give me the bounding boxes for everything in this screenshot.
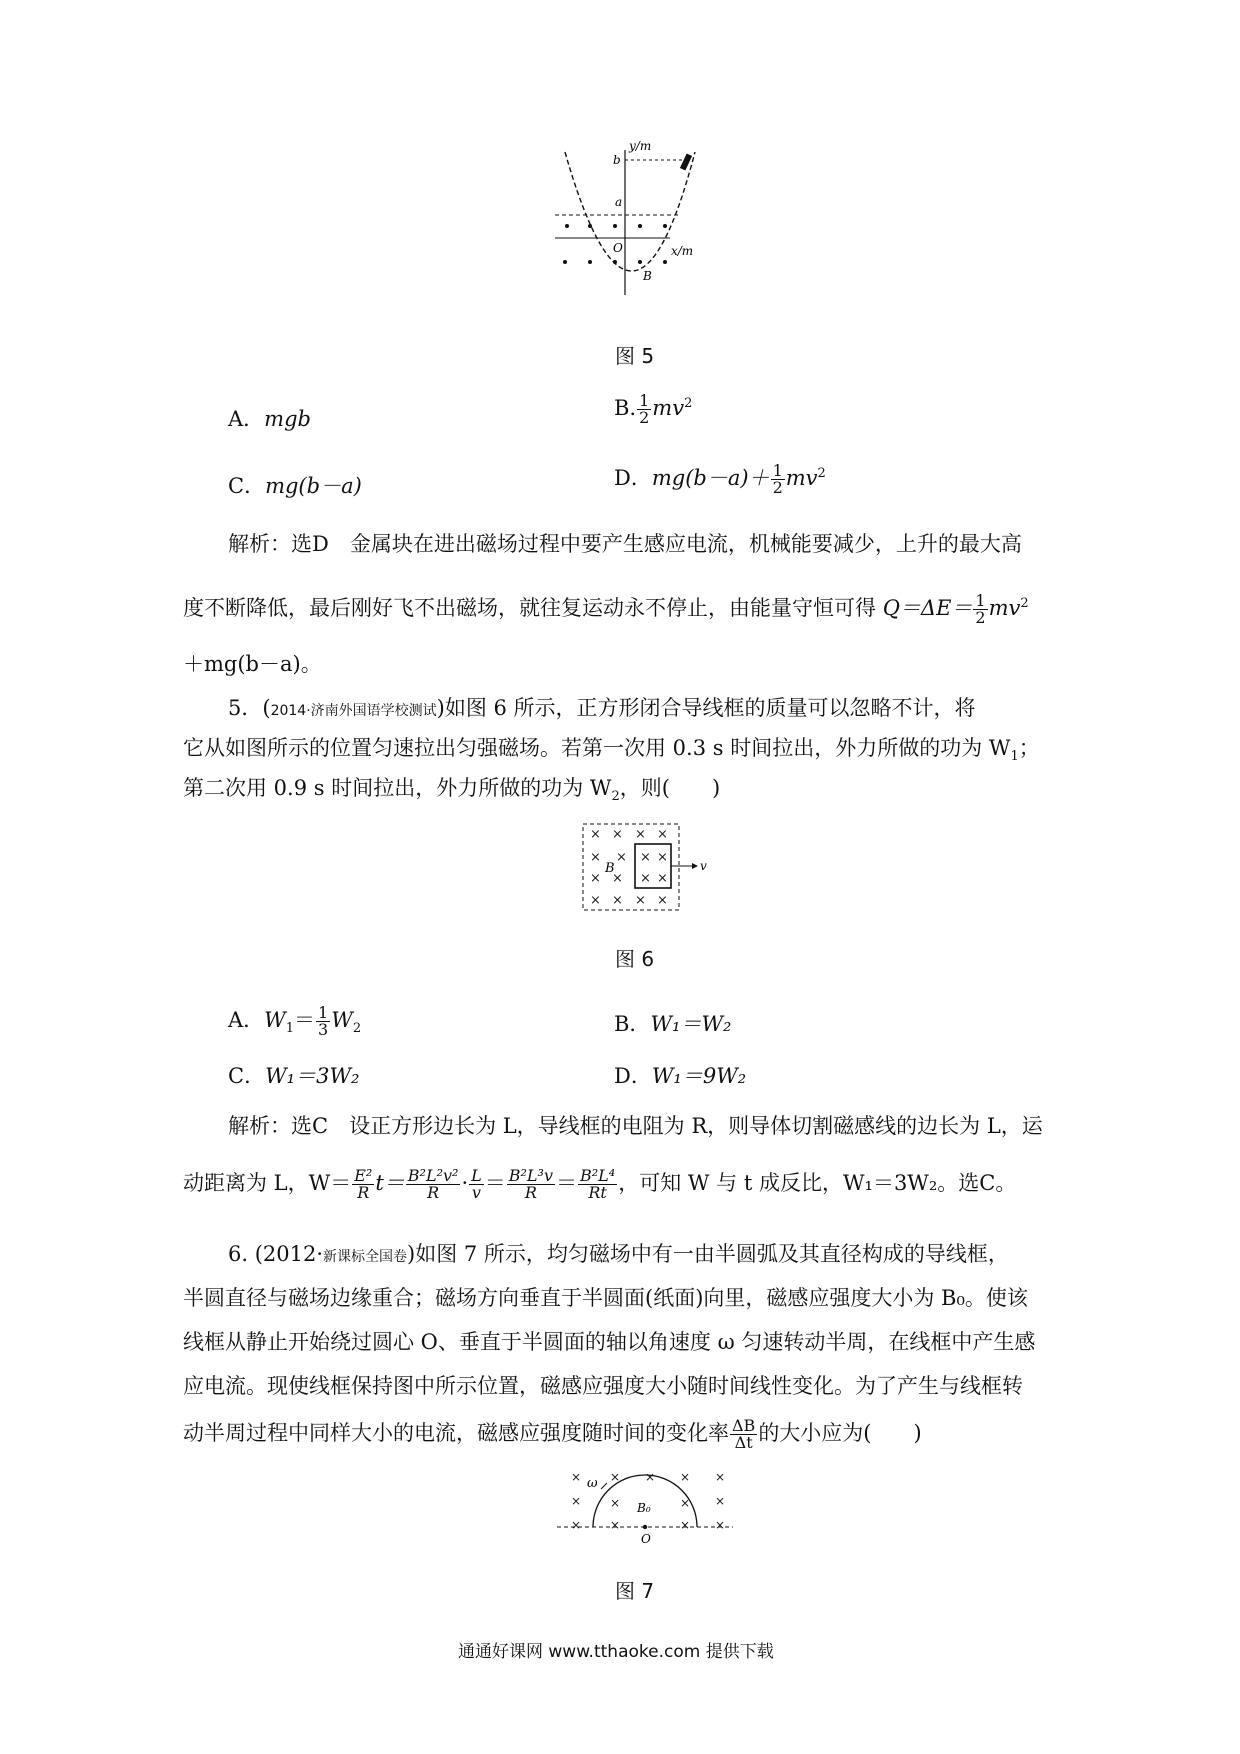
svg-text:×: × <box>571 1494 582 1508</box>
svg-text:×: × <box>715 1518 726 1532</box>
svg-text:×: × <box>657 893 668 908</box>
q4-option-c: C．mg(b－a) <box>228 474 362 498</box>
svg-text:×: × <box>612 827 623 842</box>
figure-7-caption: 图 7 <box>615 1579 655 1603</box>
fig7-label-B0: B₀ <box>637 1501 651 1515</box>
question-6-line-1: 6. (2012·新课标全国卷)如图 7 所示，均匀磁场中有一由半圆弧及其直径构成的导线框， <box>228 1242 1009 1266</box>
svg-text:×: × <box>590 827 601 842</box>
svg-text:×: × <box>635 893 646 908</box>
solution-5-line-2: 动距离为 L，W＝ $\frac{\text{E²}}{R}$ t＝ $\frac{\text{B²L²v²}}{R}$ · $\frac{L}{v}$ ＝ $\frac{\text{B²L³v}}{R}$ ＝ $\frac{\text{B²L⁴}}{Rt}$ ，可知 W 与 t 成反比，W₁＝3W₂。选C。 <box>183 1166 1017 1202</box>
svg-text:×: × <box>657 827 668 842</box>
q5-option-a: A．$W_1=$ $\frac{1}{3}$ $W_2$ <box>228 1003 362 1039</box>
q5-option-b: B．W₁＝W₂ <box>614 1012 732 1036</box>
svg-text:×: × <box>571 1470 582 1484</box>
question-6-line-2: 半圆直径与磁场边缘重合；磁场方向垂直于半圆面(纸面)向里，磁感应强度大小为 B₀。使该 <box>183 1286 1028 1310</box>
svg-text:×: × <box>590 893 601 908</box>
q5-option-d: D．W₁＝9W₂ <box>614 1064 747 1088</box>
fig5-label-b: b <box>613 153 621 167</box>
figure-7 <box>555 1465 735 1550</box>
q4-option-a: A．mgb <box>228 407 311 431</box>
svg-text:×: × <box>590 871 601 886</box>
svg-text:×: × <box>610 1470 621 1484</box>
figure-6 <box>575 818 715 918</box>
svg-text:×: × <box>680 1518 691 1532</box>
q4-option-d: D．mg(b－a)＋ $\frac{1}{2}$ $mv^2$ <box>614 461 826 497</box>
question-6-line-5: 动半周过程中同样大小的电流，磁感应强度随时间的变化率 $\frac{\Delta B}{\Delta t}$ 的大小应为( ) <box>183 1416 922 1452</box>
svg-text:×: × <box>657 850 668 865</box>
fig5-label-O: O <box>613 241 623 255</box>
fig6-label-v: v <box>700 859 707 873</box>
question-5-line-1: 5．(2014·济南外国语学校测试)如图 6 所示，正方形闭合导线框的质量可以忽略不计，将 <box>228 696 976 720</box>
question-6-line-4: 应电流。现使线框保持图中所示位置，磁感应强度大小随时间线性变化。为了产生与线框转 <box>183 1374 1023 1398</box>
question-5-line-2: 它从如图所示的位置匀速拉出匀强磁场。若第一次用 0.3 s 时间拉出，外力所做的功为 $W_1$； <box>183 736 1040 765</box>
fig5-label-y: y/m <box>629 140 652 153</box>
svg-text:×: × <box>640 850 651 865</box>
svg-text:×: × <box>612 871 623 886</box>
svg-text:×: × <box>616 850 627 865</box>
fig5-label-B: B <box>643 269 652 283</box>
svg-text:×: × <box>610 1496 621 1510</box>
solution-4-line-3: ＋mg(b－a)。 <box>183 652 322 676</box>
solution-4-line-1: 解析：选D 金属块在进出磁场过程中要产生感应电流，机械能要减少，上升的最大高 <box>228 532 1022 556</box>
svg-text:×: × <box>715 1494 726 1508</box>
figure-5-caption: 图 5 <box>615 344 655 368</box>
svg-text:×: × <box>635 827 646 842</box>
figure-5 <box>555 140 715 315</box>
center-point <box>643 1525 647 1529</box>
svg-text:×: × <box>680 1496 691 1510</box>
svg-text:×: × <box>715 1470 726 1484</box>
solution-5-line-1: 解析：选C 设正方形边长为 L，导线框的电阻为 R，则导体切割磁感线的边长为 L，运 <box>228 1114 1043 1138</box>
svg-text:×: × <box>612 893 623 908</box>
question-5-line-3: 第二次用 0.9 s 时间拉出，外力所做的功为 $W_2$，则( ) <box>183 776 721 805</box>
svg-text:×: × <box>657 871 668 886</box>
svg-text:×: × <box>645 1470 656 1484</box>
svg-text:×: × <box>590 850 601 865</box>
fig7-label-O: O <box>641 1532 651 1546</box>
fig6-label-B: B <box>605 861 615 876</box>
svg-text:×: × <box>610 1518 621 1532</box>
fig5-label-x: x/m <box>671 244 694 258</box>
fig5-label-a: a <box>615 195 623 209</box>
footer-text: 通通好课网 www.tthaoke.com 提供下载 <box>458 1642 774 1662</box>
svg-text:×: × <box>640 871 651 886</box>
q5-option-c: C．W₁＝3W₂ <box>228 1064 360 1088</box>
q4-option-b: B. $\frac{1}{2}$ $mv^2$ <box>614 391 693 427</box>
svg-text:×: × <box>571 1518 582 1532</box>
svg-text:×: × <box>680 1470 691 1484</box>
fig7-label-omega: ω <box>587 1476 598 1491</box>
question-6-line-3: 线框从静止开始绕过圆心 O、垂直于半圆面的轴以角速度 ω 匀速转动半周，在线框中产生感 <box>183 1330 1036 1354</box>
solution-4-line-2: 度不断降低，最后刚好飞不出磁场，就往复运动永不停止，由能量守恒可得 Q＝ΔE＝ $\frac{1}{2}$ $mv^2$ <box>183 591 1029 627</box>
figure-6-caption: 图 6 <box>615 947 655 971</box>
